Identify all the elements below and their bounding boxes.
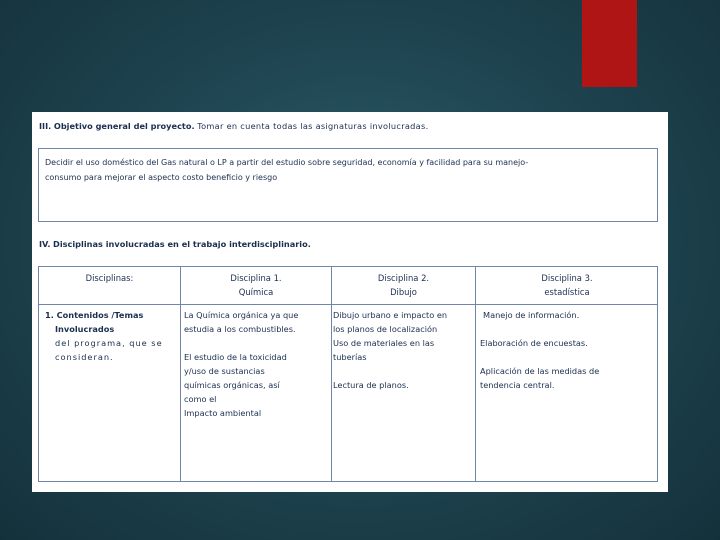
cell-quimica: La Química orgánica ya que estudia a los combustibles. El estudio de la toxicidad y/uso de sustancias químicas orgánicas, así como el Impacto ambiental xyxy=(184,310,299,418)
accent-bar xyxy=(582,0,637,87)
cell-estadistica: Manejo de información. Elaboración de encuestas. Aplicación de las medidas de tendencia central. xyxy=(480,310,600,390)
table-divider xyxy=(475,267,476,481)
row-label-contenidos: 1. Contenidos /Temas Involucrados del programa, que se consideran. xyxy=(45,310,163,362)
section-3-number: III. xyxy=(39,121,52,131)
section-4-heading xyxy=(39,239,311,249)
table-divider xyxy=(39,304,657,305)
section-3-title: Objetivo general del proyecto. xyxy=(53,121,195,131)
section-4-number: IV. xyxy=(39,239,51,249)
objective-box xyxy=(38,148,658,222)
header-disciplina-3: Disciplina 3. estadística xyxy=(541,273,593,297)
table-divider xyxy=(331,267,332,481)
document-page xyxy=(32,112,668,492)
objective-line-1: Decidir el uso doméstico del Gas natural o LP a partir del estudio sobre seguridad, economía y facilidad para su manejo- xyxy=(45,158,529,167)
section-3-instruction: Tomar en cuenta todas las asignaturas involucradas. xyxy=(197,121,429,131)
header-disciplina-2: Disciplina 2. Dibujo xyxy=(377,273,430,297)
section-3-heading xyxy=(39,121,428,131)
header-disciplina-1: Disciplina 1. Química xyxy=(230,273,282,297)
cell-dibujo: Dibujo urbano e impacto en los planos de localización Uso de materiales en las tuberías Lectura de planos. xyxy=(333,310,448,390)
disciplines-table xyxy=(38,266,658,482)
objective-line-2: consumo para mejorar el aspecto costo beneficio y riesgo xyxy=(45,173,278,182)
section-4-title: Disciplinas involucradas en el trabajo interdisciplinario. xyxy=(53,239,311,249)
table-divider xyxy=(180,267,181,481)
header-disciplinas: Disciplinas: xyxy=(85,273,134,283)
